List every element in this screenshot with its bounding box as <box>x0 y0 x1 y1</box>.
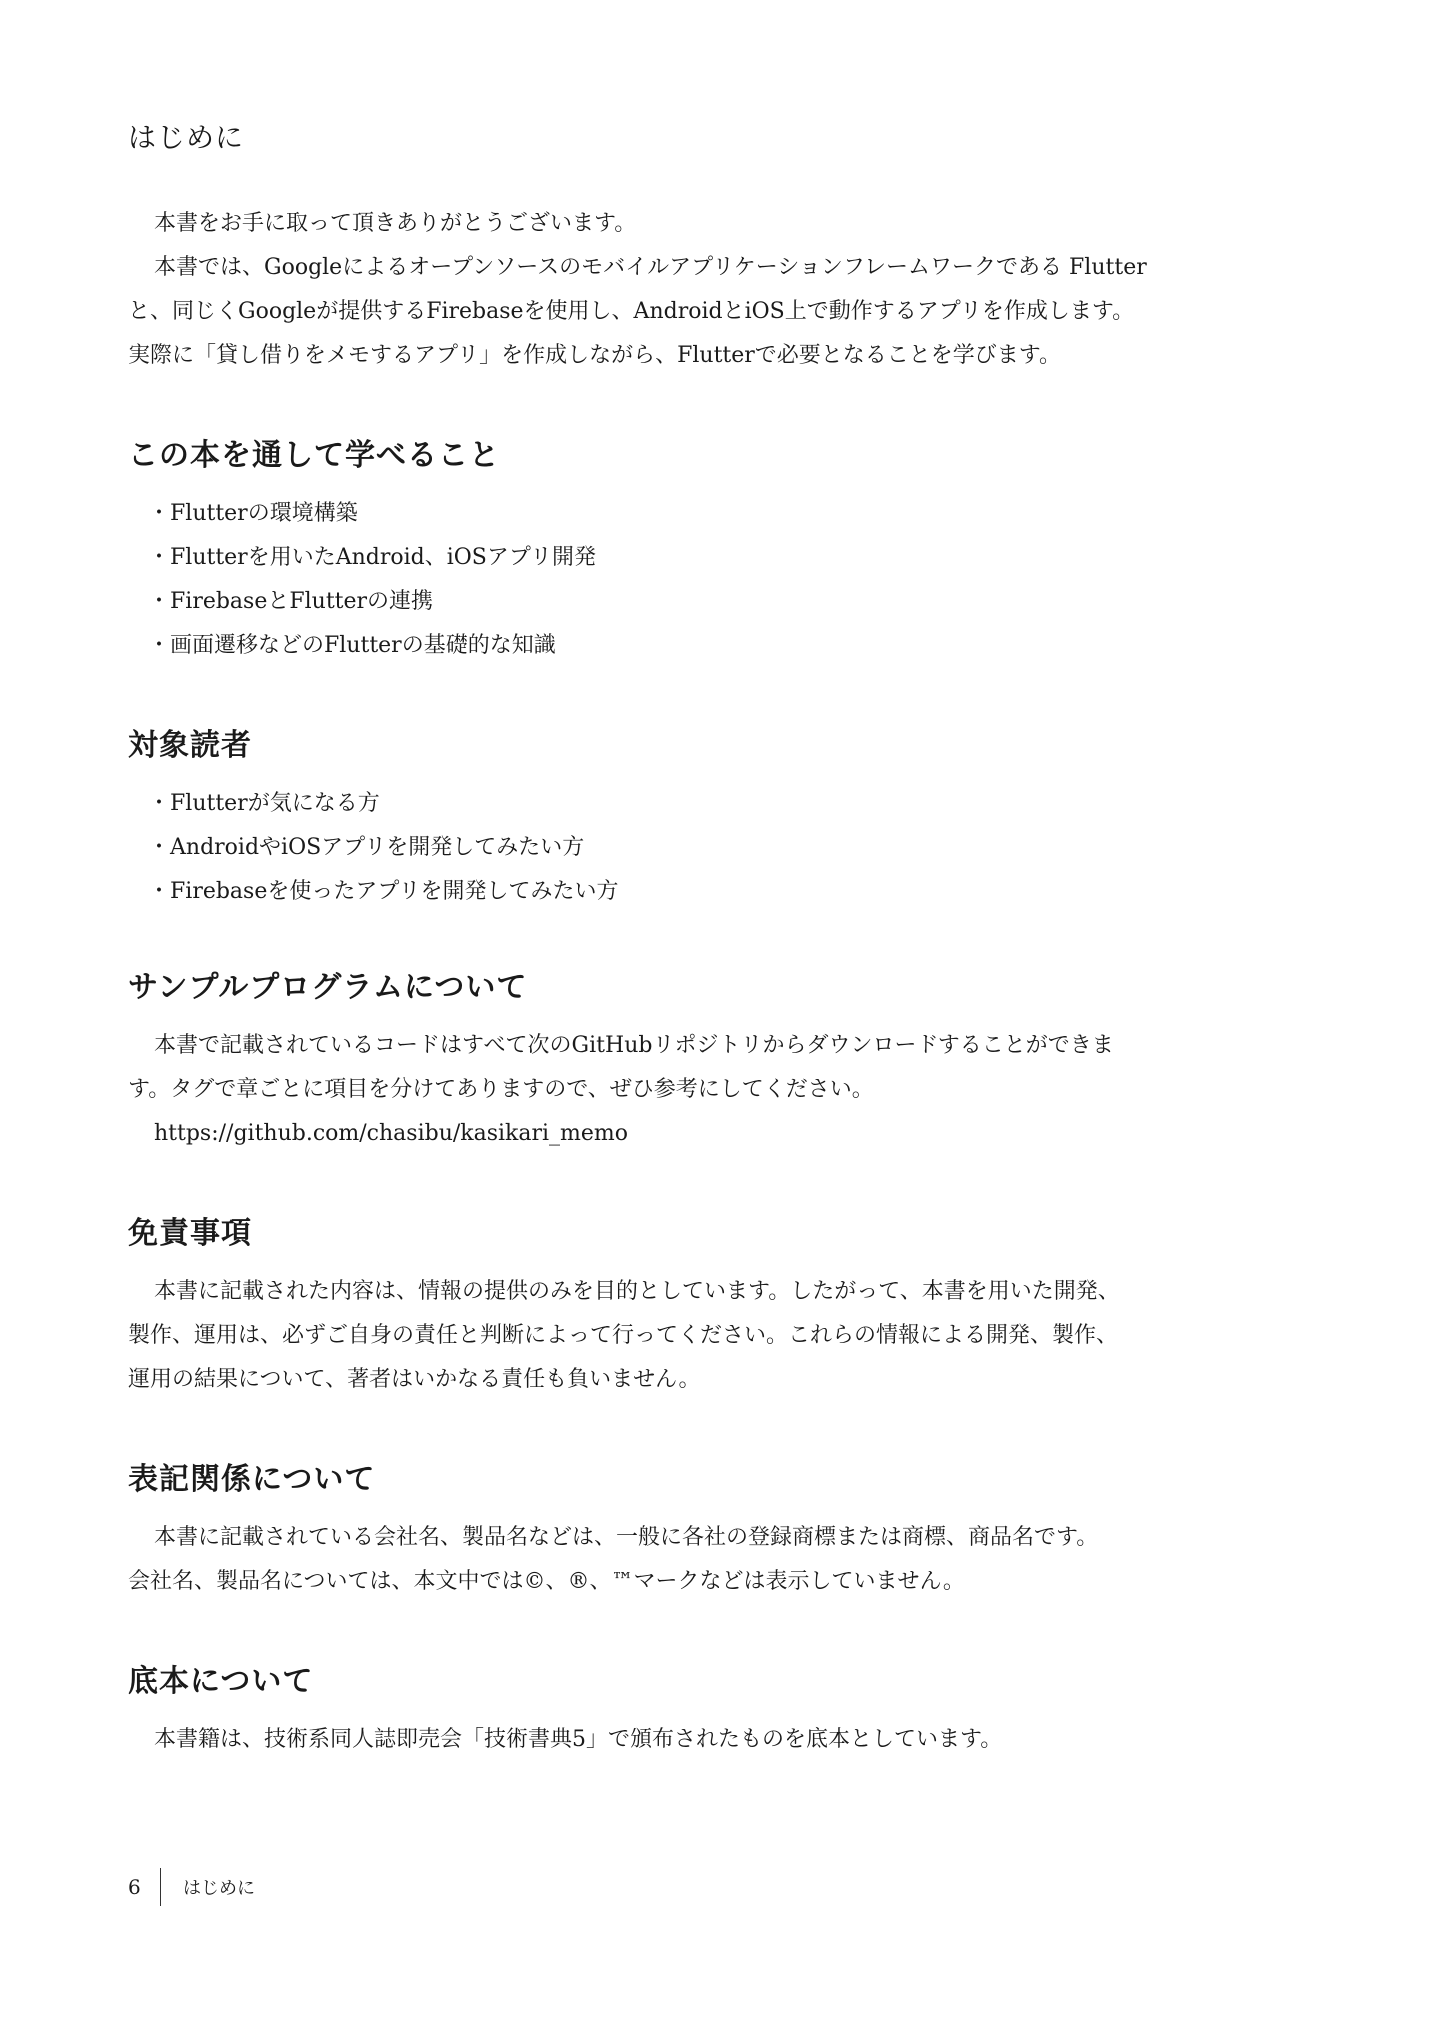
origin-heading: 底本について <box>128 1664 314 1699</box>
disclaimer-line: 製作、運用は、必ずご自身の責任と判断によって行ってください。これらの情報による開発、製作、 <box>128 1323 1119 1348</box>
disclaimer-line: 運用の結果について、著者はいかなる責任も負いません。 <box>128 1367 701 1392</box>
notation-paragraph <box>128 1516 1223 1604</box>
disclaimer-line: 本書に記載された内容は、情報の提供のみを目的としています。したがって、本書を用いた開発、 <box>154 1279 1120 1304</box>
sample-paragraph <box>128 1024 1223 1112</box>
learn-heading: この本を通して学べること <box>128 438 500 473</box>
page-footer <box>128 1868 255 1906</box>
sample-line: 本書で記載されているコードはすべて次のGitHubリポジトリからダウンロードすることができま <box>154 1033 1114 1058</box>
chapter-title: はじめに <box>128 121 245 154</box>
repository-url[interactable]: https://github.com/chasibu/kasikari_memo <box>154 1121 629 1146</box>
disclaimer-heading: 免責事項 <box>128 1216 252 1251</box>
footer-divider <box>160 1868 161 1906</box>
list-item: ・ 画面遷移などのFlutterの基礎的な知識 <box>148 624 596 668</box>
intro-line: 実際に「貸し借りをメモするアプリ」を作成しながら、Flutterで必要となることを学びます。 <box>128 343 1062 368</box>
intro-paragraph <box>128 202 1223 378</box>
list-item: ・ Flutterが気になる方 <box>148 782 618 826</box>
intro-line: 本書をお手に取って頂きありがとうございます。 <box>154 211 637 236</box>
audience-list <box>148 782 618 914</box>
origin-paragraph <box>128 1718 1223 1762</box>
disclaimer-paragraph <box>128 1270 1223 1402</box>
list-item: ・ AndroidやiOSアプリを開発してみたい方 <box>148 826 618 870</box>
notation-line: 本書に記載されている会社名、製品名などは、一般に各社の登録商標または商標、商品名です。 <box>154 1525 1099 1550</box>
intro-line: と、同じくGoogleが提供するFirebaseを使用し、AndroidとiOS上で動作するアプリを作成します。 <box>128 299 1135 324</box>
notation-heading: 表記関係について <box>128 1462 376 1497</box>
learn-list <box>148 492 596 668</box>
list-item: ・ FirebaseとFlutterの連携 <box>148 580 596 624</box>
sample-line: す。タグで章ごとに項目を分けてありますので、ぜひ参考にしてください。 <box>128 1077 874 1102</box>
notation-line: 会社名、製品名については、本文中では©、®、™マークなどは表示していません。 <box>128 1569 965 1594</box>
list-item: ・ Firebaseを使ったアプリを開発してみたい方 <box>148 870 618 914</box>
list-item: ・ Flutterの環境構築 <box>148 492 596 536</box>
audience-heading: 対象読者 <box>128 728 252 763</box>
footer-title: はじめに <box>183 1878 255 1899</box>
origin-line: 本書籍は、技術系同人誌即売会「技術書典5」で頒布されたものを底本としています。 <box>154 1727 1003 1752</box>
page-number: 6 <box>128 1875 141 1899</box>
list-item: ・ Flutterを用いたAndroid、iOSアプリ開発 <box>148 536 596 580</box>
intro-line: 本書では、Googleによるオープンソースのモバイルアプリケーションフレームワークである Flutter <box>154 255 1147 280</box>
sample-heading: サンプルプログラムについて <box>128 970 528 1005</box>
